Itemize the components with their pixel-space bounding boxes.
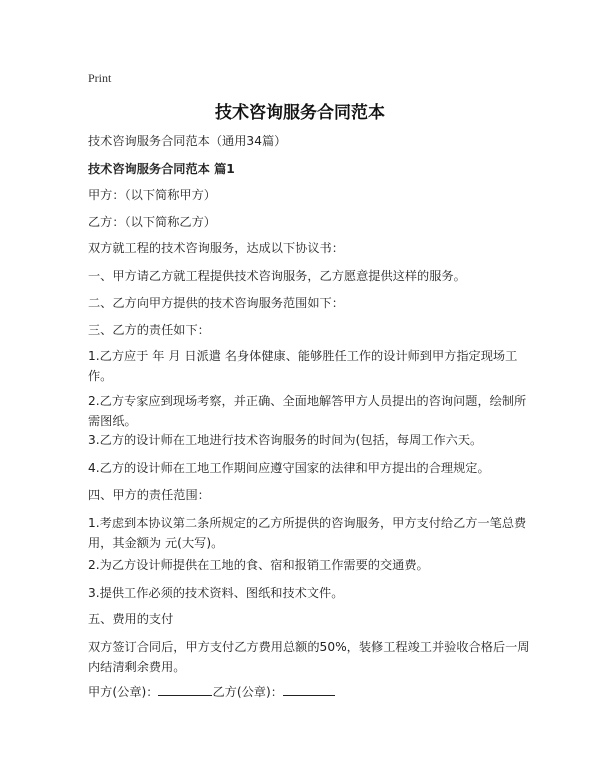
party-a-line: 甲方：（以下简称甲方）: [88, 188, 216, 202]
clause-3-item-1: 1.乙方应于 年 月 日派遣 名身体健康、能够胜任工作的设计师到甲方指定现场工作。: [88, 349, 518, 383]
section-heading: 技术咨询服务合同范本 篇1: [88, 162, 235, 176]
party-b-line: 乙方：（以下简称乙方）: [88, 215, 216, 229]
party-b-seal-label: 乙方(公章)：: [212, 685, 283, 699]
clause-4-heading: 四、甲方的责任范围：: [88, 488, 210, 502]
clause-2: 二、乙方向甲方提供的技术咨询服务范围如下：: [88, 296, 344, 310]
agreement-intro: 双方就工程的技术咨询服务，达成以下协议书：: [88, 241, 344, 255]
clause-3-item-4: 4.乙方的设计师在工地工作期间应遵守国家的法律和甲方提出的合理规定。: [88, 461, 490, 475]
clause-3-item-3: 3.乙方的设计师在工地进行技术咨询服务的时间为(包括，每周工作六天。: [88, 433, 483, 447]
clause-3-heading: 三、乙方的责任如下：: [88, 323, 210, 337]
document-title: 技术咨询服务合同范本: [215, 103, 385, 123]
clause-5-heading: 五、费用的支付: [88, 612, 174, 626]
clause-3-item-2: 2.乙方专家应到现场考察，并正确、全面地解答甲方人员提出的咨询问题，绘制所需图纸。: [88, 394, 527, 428]
print-link[interactable]: Print: [88, 71, 112, 85]
clause-4-item-3: 3.提供工作必须的技术资料、图纸和技术文件。: [88, 586, 344, 600]
payment-terms: 双方签订合同后，甲方支付乙方费用总额的50%，装修工程竣工并验收合格后一周内结清剩余费用。: [88, 640, 530, 674]
clause-4-item-1: 1.考虑到本协议第二条所规定的乙方所提供的咨询服务，甲方支付给乙方一笔总费用，其金额为 元(大写)。: [88, 516, 527, 550]
party-a-seal-label: 甲方(公章)：: [88, 685, 159, 699]
clause-1: 一、甲方请乙方就工程提供技术咨询服务，乙方愿意提供这样的服务。: [88, 269, 466, 283]
party-a-signature-blank: [158, 682, 212, 696]
signature-row: [88, 682, 335, 702]
clause-4-item-2: 2.为乙方设计师提供在工地的食、宿和报销工作需要的交通费。: [88, 558, 429, 572]
document-subtitle: 技术咨询服务合同范本（通用34篇）: [88, 134, 287, 148]
party-b-signature-blank: [283, 682, 335, 696]
